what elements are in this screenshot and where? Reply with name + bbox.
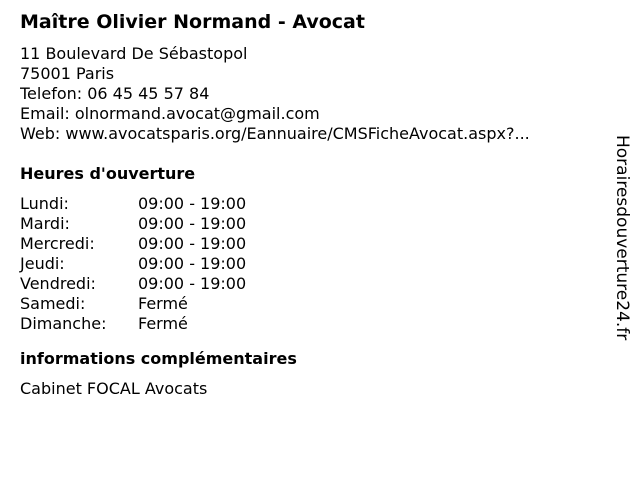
hours-time: Fermé	[138, 294, 188, 313]
hours-row	[20, 194, 600, 214]
hours-row	[20, 254, 600, 274]
hours-day: Vendredi:	[20, 274, 96, 293]
hours-row	[20, 294, 600, 314]
email-text: Email: olnormand.avocat@gmail.com	[20, 104, 320, 123]
hours-time: 09:00 - 19:00	[138, 214, 247, 233]
info-title: informations complémentaires	[20, 349, 297, 368]
hours-title: Heures d'ouverture	[20, 164, 196, 183]
hours-day: Dimanche:	[20, 314, 107, 333]
hours-day: Jeudi:	[20, 254, 65, 273]
hours-time: 09:00 - 19:00	[138, 194, 247, 213]
info-text: Cabinet FOCAL Avocats	[20, 379, 208, 398]
address-street: 11 Boulevard De Sébastopol	[20, 44, 248, 63]
web-text: Web: www.avocatsparis.org/Eannuaire/CMSFicheAvocat.aspx?...	[20, 124, 530, 143]
hours-day: Mercredi:	[20, 234, 95, 253]
hours-row	[20, 274, 600, 294]
hours-row	[20, 214, 600, 234]
contact-block	[20, 44, 600, 144]
hours-day: Lundi:	[20, 194, 69, 213]
hours-row	[20, 314, 600, 334]
site-watermark: Horairesdouverture24.fr	[612, 135, 632, 341]
hours-row	[20, 234, 600, 254]
hours-time: Fermé	[138, 314, 188, 333]
hours-day: Samedi:	[20, 294, 86, 313]
content	[20, 10, 600, 399]
hours-time: 09:00 - 19:00	[138, 234, 247, 253]
phone-text: Telefon: 06 45 45 57 84	[20, 84, 210, 103]
address-city: 75001 Paris	[20, 64, 115, 83]
page-title: Maître Olivier Normand - Avocat	[20, 11, 365, 33]
hours-day: Mardi:	[20, 214, 70, 233]
hours-time: 09:00 - 19:00	[138, 254, 247, 273]
hours-table	[20, 194, 600, 334]
hours-time: 09:00 - 19:00	[138, 274, 247, 293]
